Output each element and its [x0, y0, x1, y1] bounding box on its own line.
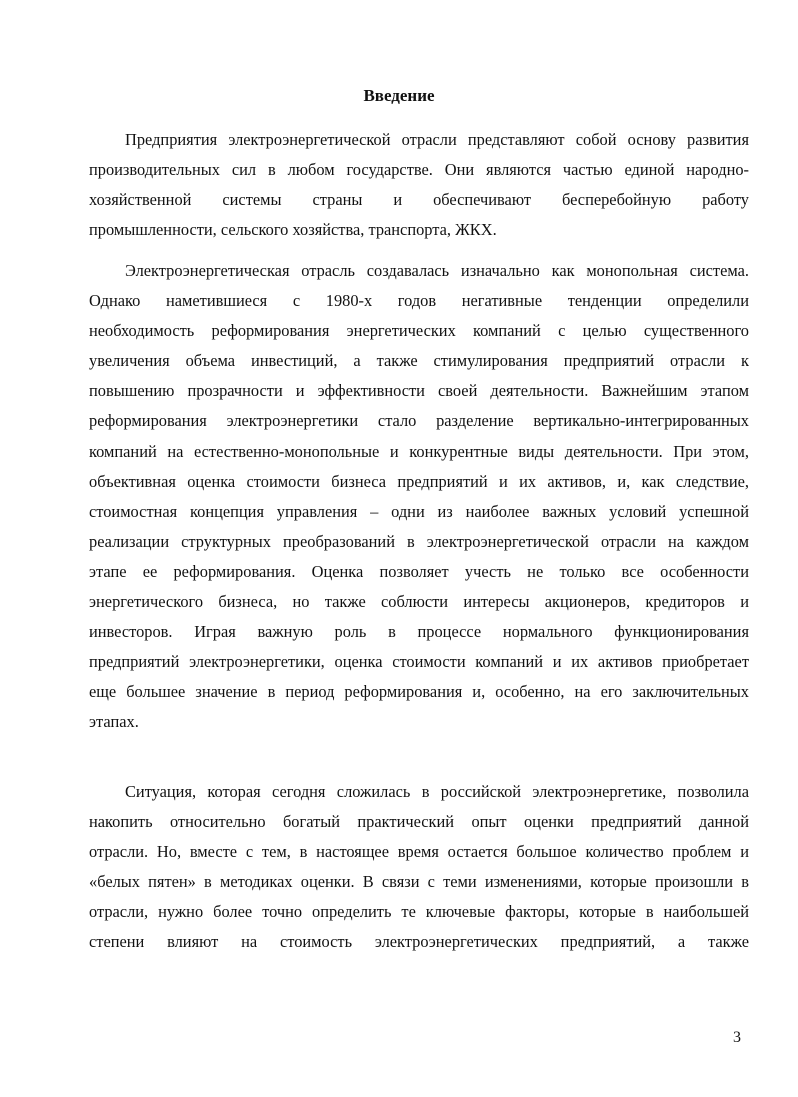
- paragraph-line: Ситуация, которая сегодня сложилась в российской электроэнергетике, позволила: [125, 782, 749, 801]
- paragraph-line: стоимостная концепция управления – одни из наиболее важных условий успешной: [89, 501, 749, 521]
- paragraph-line: отрасли, нужно более точно определить те ключевые факторы, которые в наибольшей: [89, 902, 749, 922]
- paragraph-line: «белых пятен» в методиках оценки. В связи с теми изменениями, которые произошли в: [89, 872, 749, 892]
- paragraph-2: [89, 256, 749, 738]
- paragraph-line: повышению прозрачности и эффективности своей деятельности. Важнейшим этапом: [89, 381, 749, 401]
- paragraph-line: степени влияют на стоимость электроэнергетических предприятий, а также: [89, 932, 749, 952]
- page-title: Введение: [363, 86, 435, 105]
- paragraph-line: необходимость реформирования энергетических компаний с целью существенного: [89, 321, 749, 341]
- paragraph-line: этапах.: [89, 712, 139, 732]
- paragraph-line: отрасли. Но, вместе с тем, в настоящее время остается большое количество проблем и: [89, 842, 749, 862]
- paragraph-line: еще большее значение в период реформирования и, особенно, на его заключительных: [89, 682, 749, 702]
- paragraph-line: реализации структурных преобразований в электроэнергетической отрасли на каждом: [89, 531, 749, 551]
- paragraph-3: [89, 777, 749, 958]
- paragraph-line: Электроэнергетическая отрасль создавалась изначально как монопольная система.: [125, 261, 749, 280]
- paragraph-line: предприятий электроэнергетики, оценка стоимости компаний и их активов приобретает: [89, 652, 749, 672]
- paragraph-1: [89, 125, 749, 245]
- paragraph-line: Предприятия электроэнергетической отрасли представляют собой основу развития: [125, 130, 749, 149]
- paragraph-line: увеличения объема инвестиций, а также стимулирования предприятий отрасли к: [89, 351, 749, 371]
- paragraph-line: инвесторов. Играя важную роль в процессе нормального функционирования: [89, 622, 749, 642]
- paragraph-line: промышленности, сельского хозяйства, транспорта, ЖКХ.: [89, 220, 497, 240]
- page-number: 3: [733, 1029, 741, 1046]
- paragraph-line: компаний на естественно-монопольные и конкурентные виды деятельности. При этом,: [89, 441, 749, 461]
- paragraph-line: объективная оценка стоимости бизнеса предприятий и их активов, и, как следствие,: [89, 471, 749, 491]
- paragraph-line: производительных сил в любом государстве. Они являются частью единой народно-: [89, 160, 749, 180]
- paragraph-line: энергетического бизнеса, но также соблюсти интересы акционеров, кредиторов и: [89, 592, 749, 612]
- paragraph-line: реформирования электроэнергетики стало разделение вертикально-интегрированных: [89, 411, 749, 431]
- paragraph-line: этапе ее реформирования. Оценка позволяет учесть не только все особенности: [89, 561, 749, 581]
- paragraph-line: хозяйственной системы страны и обеспечивают бесперебойную работу: [89, 190, 749, 210]
- paragraph-line: Однако наметившиеся с 1980-х годов негативные тенденции определили: [89, 291, 749, 311]
- paragraph-line: накопить относительно богатый практический опыт оценки предприятий данной: [89, 812, 749, 832]
